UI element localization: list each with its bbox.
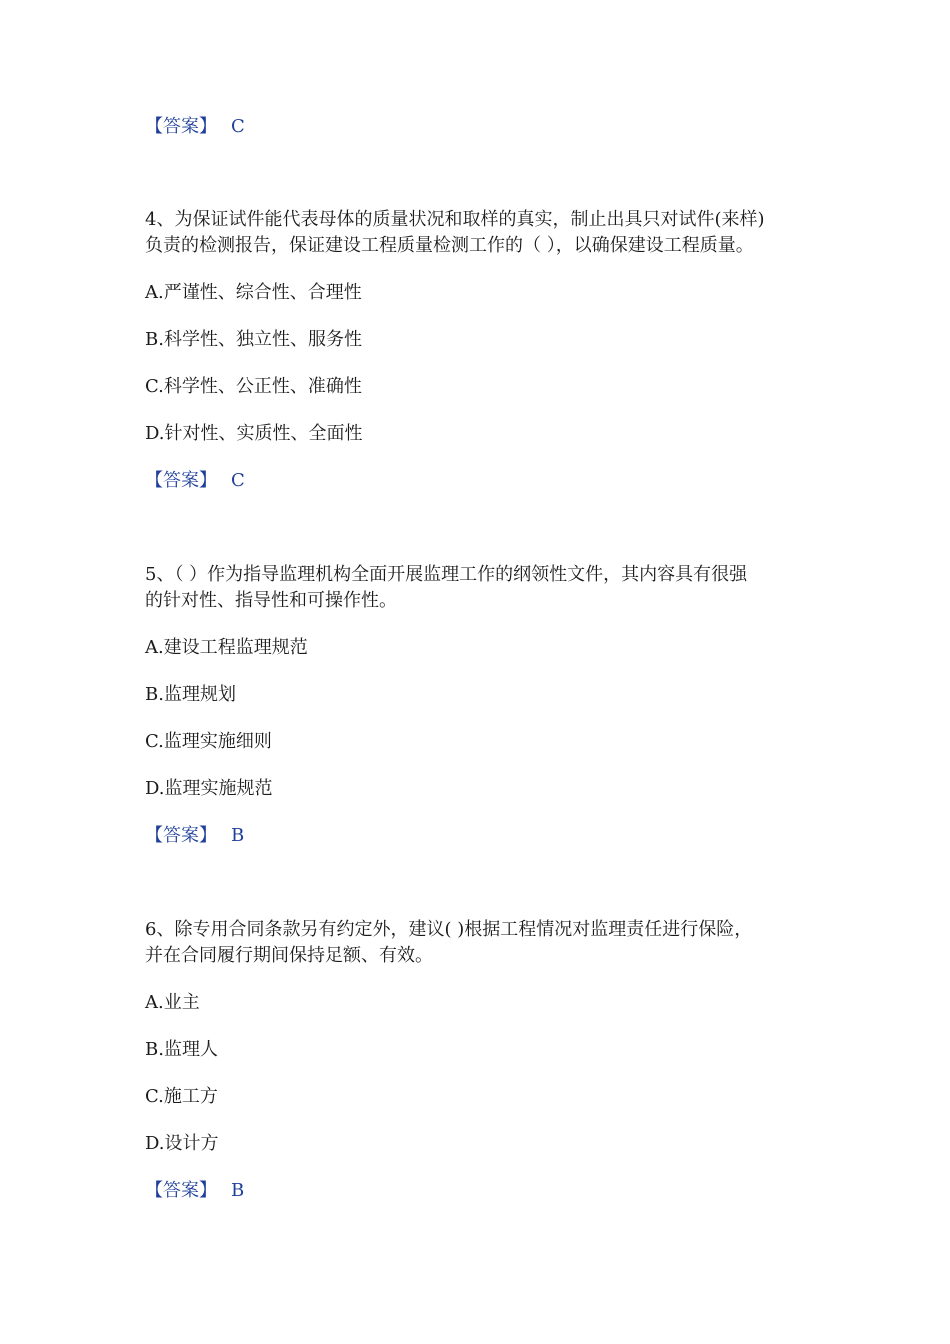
question-4-option-d: D.针对性、实质性、全面性 (145, 423, 363, 444)
question-4-option-b: B.科学性、独立性、服务性 (145, 329, 362, 350)
question-6-stem-line-2: 并在合同履行期间保持足额、有效。 (145, 945, 433, 966)
question-5-stem-line-2: 的针对性、指导性和可操作性。 (145, 590, 397, 611)
question-4-stem-line-1: 4、为保证试件能代表母体的质量状况和取样的真实，制止出具只对试件(来样) (145, 209, 765, 230)
question-4-option-c: C.科学性、公正性、准确性 (145, 376, 362, 397)
question-5-option-a: A.建设工程监理规范 (145, 637, 308, 658)
answer-value: B (231, 825, 245, 846)
question-6-option-b: B.监理人 (145, 1039, 218, 1060)
question-6-option-a: A.业主 (145, 992, 200, 1013)
question-6-option-c: C.施工方 (145, 1086, 218, 1107)
answer-value: C (231, 116, 245, 137)
question-5-option-c: C.监理实施细则 (145, 731, 272, 752)
answer-label: 【答案】 (145, 1180, 217, 1201)
answer-line-q3 (145, 114, 245, 140)
answer-label: 【答案】 (145, 470, 217, 491)
answer-line-q5 (145, 823, 244, 849)
answer-line-q4 (145, 468, 245, 494)
question-6-stem-line-1: 6、除专用合同条款另有约定外，建议( )根据工程情况对监理责任进行保险， (145, 919, 753, 940)
question-4-stem-line-2: 负责的检测报告，保证建设工程质量检测工作的（ ），以确保建设工程质量。 (145, 235, 754, 256)
question-5-option-b: B.监理规划 (145, 684, 236, 705)
question-5-stem-line-1: 5、（ ）作为指导监理机构全面开展监理工作的纲领性文件，其内容具有很强 (145, 564, 748, 585)
question-6-option-d: D.设计方 (145, 1133, 219, 1154)
question-5-option-d: D.监理实施规范 (145, 778, 273, 799)
question-4-option-a: A.严谨性、综合性、合理性 (145, 282, 362, 303)
answer-value: B (231, 1180, 245, 1201)
answer-label: 【答案】 (145, 825, 217, 846)
answer-value: C (231, 470, 245, 491)
answer-line-q6 (145, 1178, 244, 1204)
answer-label: 【答案】 (145, 116, 217, 137)
